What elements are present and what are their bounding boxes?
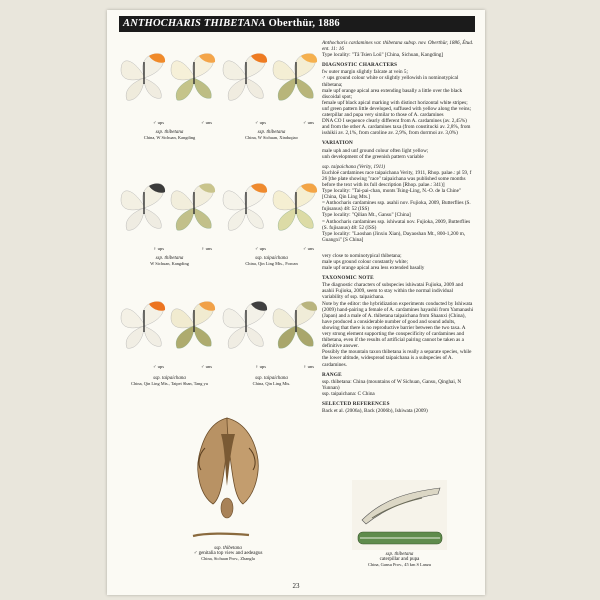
- caption-5: ssp. taipaichana China, Qin Ling Mts., Taipei Shan, Tang yu: [131, 376, 208, 386]
- page-number: 23: [292, 582, 300, 590]
- references-text: Back et al. (2006a), Back (2006b), Ishiwata (2009): [322, 408, 428, 415]
- butterfly-specimen-male-ups-3: [221, 178, 271, 234]
- label-female-ups: ♀ ups: [153, 246, 164, 251]
- butterfly-specimen-female-ups-2: [221, 296, 271, 352]
- diagnostic-text: fw outer margin slightly falcate at vein 5; ♂ ups ground colour white or slightly yellowish in nominotypical thibetana; male upf orange apical area extending basally a little over the black discoidal spot; female upf black apical marking with distinct horizontal white stripes; unf green pattern little developed, suffused with yellow along the veins; caterpillar and pupa very similar to those of A. cardamines DNA CO I sequence clearly different from A. cardamines (av. 2,45%) and from the other A. cardamines taxa (from constitucki av. 2,8%, from isshikii av. 2,1%, from caroline av. 2,9%, from dorrmoi av. 3,0%): [322, 69, 472, 137]
- species-author: Oberthür, 1886: [268, 18, 340, 29]
- caption-4: ssp. taipaichana China, Qin Ling Mts., Foroan: [245, 256, 298, 266]
- caption-2: ssp. thibetana China, W Sichuan, Xinduqiao: [245, 130, 298, 140]
- variation-heading: VARIATION: [322, 140, 354, 147]
- genitalia-photo: [181, 408, 273, 526]
- caption-6: ssp. taipaichana China, Qin Ling Mts.: [252, 376, 291, 386]
- plates-column: [117, 38, 321, 588]
- subspecies-text: ssp. taipaichana (Verity, 1911) Euchloë cardamines race taipaichana Verity, 1911, Rhop. palae.: pl 59, f 26 [the plate showing "race" taipaichana was published some months before the text with its full description [Rhop. palae.: 341)] Type locality: "Tai-pai-chan, monts Tsing-Ling, N.-O. de la Chine" [China, Qin Ling Mts.] = Anthocharis cardamines ssp. asahii nov. Fujioka, 2009, Butterflies (S. fujisanus) 48: 52 (ISS) Type locality: "Qilian Mt., Gansu" [China] = Anthocharis cardamines ssp. ishiwatai nov. Fujioka, 2009, Butterflies (S. fujisanus) 48: 52 (ISS) Type locality: "Laoshan (Jinxiu Xian), Dayaoshan Mt., 800-1,200 m, Guangxi" [S China]: [322, 163, 472, 243]
- butterfly-specimen-male-uns-2: [271, 48, 321, 104]
- butterfly-specimen-male-ups: [119, 48, 169, 104]
- butterfly-specimen-female-uns-2: [271, 296, 321, 352]
- label-female-uns-2: ♀ uns: [303, 364, 314, 369]
- caption-3: ssp. thibetana W Sichuan, Kangding: [150, 256, 189, 266]
- plate-row-2: [117, 168, 321, 276]
- butterfly-specimen-female-ups: [119, 178, 169, 234]
- caterpillar-caption: ssp. thibetana caterpillar and pupa China, Gansu Prov., 45 km S Lanzu: [367, 552, 431, 567]
- butterfly-specimen-male-uns-3: [271, 178, 321, 234]
- taxonomic-note-heading: TAXONOMIC NOTE: [322, 275, 374, 282]
- genitalia-caption: ssp. thibetana ♂ genitalia top view and aedeagus China, Sichuan Prov., Zhangla: [193, 546, 263, 561]
- butterfly-specimen-male-ups-2: [221, 48, 271, 104]
- butterfly-specimen-male-ups-4: [119, 296, 169, 352]
- type-locality: Type locality: "Tâ Tsien Loû" [China, Sichuan, Kangding]: [322, 52, 444, 59]
- text-column: [322, 40, 474, 418]
- plate-row-1: [117, 38, 321, 146]
- label-uns-2: ♂ uns: [303, 120, 314, 125]
- references-heading: SELECTED REFERENCES: [322, 400, 390, 407]
- original-description: Anthocharis cardamines var. thibetana subsp. nov. Oberthür, 1886, Étud. ent. 11: 16: [322, 40, 474, 53]
- label-female-uns: ♀ uns: [201, 246, 212, 251]
- taxonomic-note-text: The diagnostic characters of subspecies ishiwatai Fujioka, 2009 and asahii Fujioka, 2009, seem to stay within the normal individual variability of ssp. taipaichana. Note by the editor: the hybridization experiments conducted by Ishiwata (2009) hand-pairing a female of A. cardamines hayashii from Yamanashi (Japan) and a male of A. thibetana taipaichana from Shaanxi (China), have produced a considerable number of good and sound adults, showing that there is no reproductive barrier between the two taxa. A very strong element supporting the conspecificity of cardamines and thibetana, even if the results of artificial pairing cannot be taken as a definitive answer. Possibly the mountain taxon thibetana is really a separate species, while the lower altitude, widespread taipaichana is a subspecies of A. cardamines.: [322, 282, 474, 368]
- plate-row-3: [117, 288, 321, 396]
- label-ups: ♂ ups: [153, 120, 164, 125]
- subspecies-diagnosis: very close to nominotypical thibetana; male ups ground colour constantly white; male upf orange apical area less extended basally: [322, 252, 425, 272]
- butterfly-specimen-female-uns: [169, 178, 219, 234]
- caterpillar-pupa-photo: [352, 480, 447, 550]
- label-ups-3: ♂ ups: [255, 246, 266, 251]
- page-header: [119, 16, 475, 32]
- species-name: ANTHOCHARIS THIBETANA: [123, 18, 266, 29]
- caption-1: ssp. thibetana China, W Sichuan, Kangding: [143, 130, 196, 140]
- variation-text: male uph and unf ground colour often light yellow; unh development of the greenish pattern variable: [322, 147, 429, 160]
- label-ups-2: ♂ ups: [255, 120, 266, 125]
- label-uns-4: ♂ uns: [201, 364, 212, 369]
- butterfly-specimen-male-uns-4: [169, 296, 219, 352]
- range-heading: RANGE: [322, 371, 342, 378]
- book-page: [107, 10, 485, 595]
- label-female-ups-2: ♀ ups: [255, 364, 266, 369]
- butterfly-specimen-male-uns: [169, 48, 219, 104]
- aedeagus-photo: [191, 530, 251, 540]
- label-uns-3: ♂ uns: [303, 246, 314, 251]
- label-uns: ♂ uns: [201, 120, 212, 125]
- range-text: ssp. thibetana: China (mountains of W Sichuan, Gansu, Qinghai, N Yunnan) ssp. taipaichana: C China: [322, 378, 462, 397]
- label-ups-4: ♂ ups: [153, 364, 164, 369]
- diagnostic-heading: DIAGNOSTIC CHARACTERS: [322, 62, 398, 69]
